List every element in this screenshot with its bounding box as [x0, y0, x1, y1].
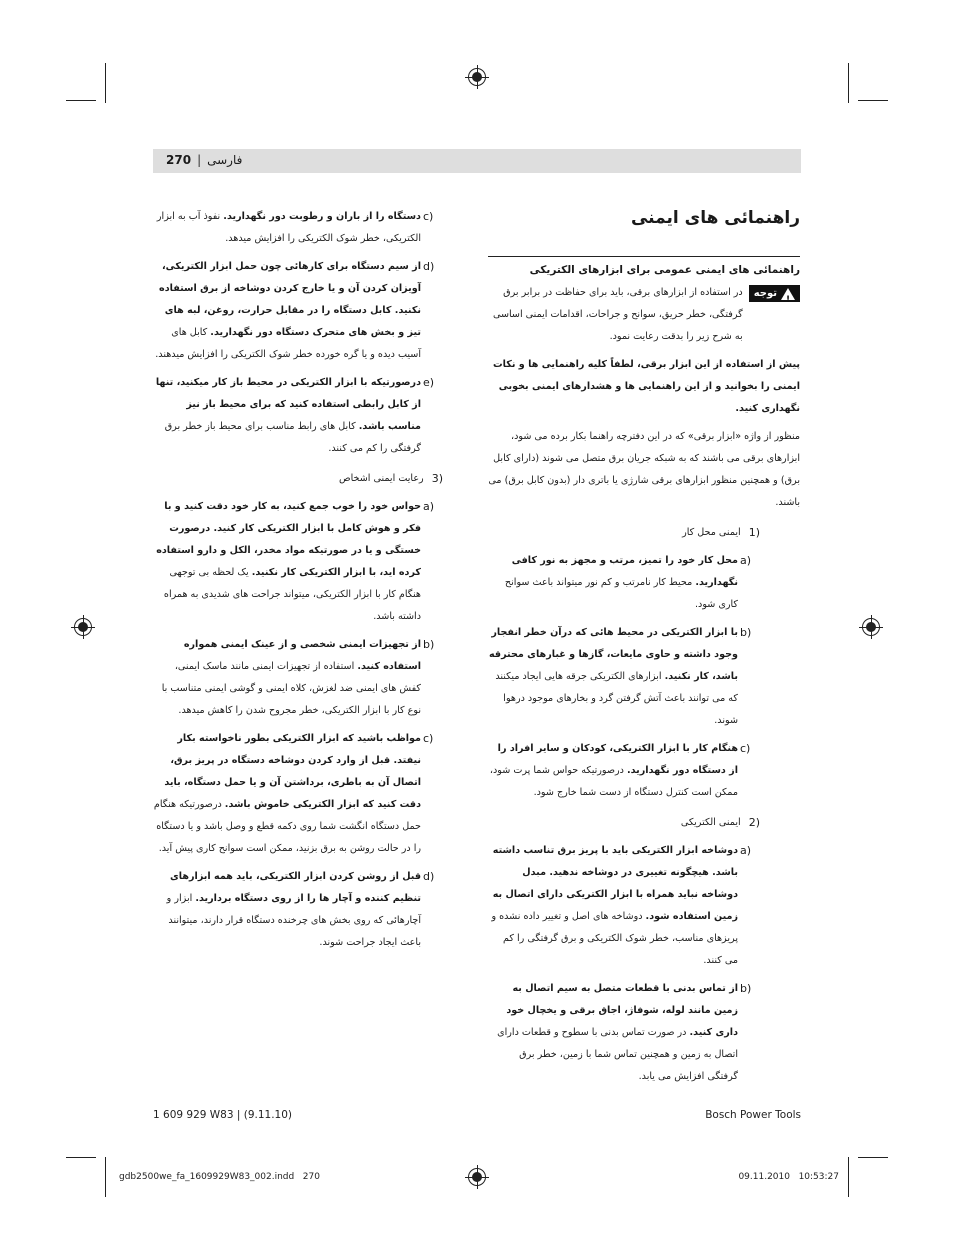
list-item	[153, 256, 443, 366]
item-text	[153, 372, 421, 460]
registration-mark-icon	[862, 618, 880, 636]
item-text	[488, 738, 738, 804]
list-item	[488, 550, 760, 616]
item-text	[488, 550, 738, 616]
item-text	[153, 496, 421, 628]
item-bold-text: از تماس بدنی با قطعات متصل به سیم اتصال به زمین مانند لوله، شوفاژ، اجاق برقی و یخچال خود داری کنید.	[506, 983, 738, 1038]
intro-paragraph: پیش از استفاده از این ابزار برقی، لطفاً کلیه راهنمایی ها و نکات ایمنی را بخوانید و از این راهنمایی ها و هشدارهای ایمنی بخوبی نگهداری کنید.	[493, 359, 800, 414]
item-label: c)	[423, 210, 434, 223]
item-body-text: محیط کار نامرتب و کم نور میتواند باعث سوانح کاری شود.	[504, 577, 738, 610]
item-label: b)	[740, 982, 752, 995]
item-body-text: یک لحظه بی توجهی هنگام کار با ابزار الکتریکی، میتواند جراحت های شدیدی به همراه داشته باشد.	[163, 567, 421, 622]
left-column	[153, 200, 443, 954]
subsection-heading	[153, 468, 443, 490]
crop-mark	[848, 63, 849, 103]
crop-mark	[105, 1157, 106, 1197]
warning-triangle-icon	[781, 288, 795, 300]
page-header-bar	[153, 149, 801, 173]
item-text	[153, 256, 421, 366]
item-bold-text: دوشاخه ابزار الکتریکی باید با پریز برق تناسب داشته باشد. هیچگونه تغییری در دوشاخه ندهید. مبدل دوشاخه نباید همراه با ابزار الکتریکی دارای اتصال به زمین استفاده شود.	[492, 845, 738, 922]
list-item	[153, 728, 443, 860]
item-bold-text: محل کار خود را تمیز، مرتب و مجهز به نور کافی نگهدارید.	[511, 555, 738, 588]
item-body-text: دوشاخه های اصل و تغییر داده نشده و پریزهای مناسب، خطر شوک الکتریکی و برق گرفتگی را کم می کنند.	[491, 911, 738, 966]
item-bold-text: از تجهیزات ایمنی شخصی و از عینک ایمنی همواره استفاده کنید.	[183, 639, 421, 672]
item-text	[488, 978, 738, 1088]
registration-mark-icon	[74, 618, 92, 636]
page-header	[166, 153, 242, 167]
list-item	[488, 978, 760, 1088]
crop-mark	[848, 1157, 849, 1197]
warning-block	[488, 282, 800, 348]
item-bold-text: درصورتیکه با ابزار الکتریکی در محیط باز کار میکنید، تنها از کابل رابطی استفاده کنید که برای محیط باز نیز مناسب باشد.	[155, 377, 421, 432]
item-body-text: کابل های رابط مناسب برای محیط باز خطر برق گرفتگی را کم می کنند.	[164, 421, 421, 454]
warning-badge-label: توجه	[753, 287, 777, 299]
warning-badge	[749, 285, 800, 302]
item-text	[153, 866, 421, 954]
subsection-title: ایمنی محل کار	[682, 527, 741, 538]
item-label: c)	[740, 742, 751, 755]
crop-mark	[858, 1157, 888, 1158]
item-body-text: استفاده از تجهیزات ایمنی مانند ماسک ایمنی، کفش های ایمنی ضد لغزش، کلاه ایمنی و گوشی ایمنی متناسب با نوع کار با ابزار الکتریکی، خطر مجروح شدن را کاهش میدهد.	[161, 661, 421, 716]
item-text	[153, 634, 421, 722]
item-bold-text: هنگام کار با ابزار الکتریکی، کودکان و سایر افراد را از دستگاه دور نگهدارید.	[497, 743, 738, 776]
subsection-number: 2)	[748, 816, 760, 829]
list-item	[153, 206, 443, 250]
crop-mark	[66, 1157, 96, 1158]
subsection-title: ایمنی الکتریکی	[680, 817, 741, 828]
item-bold-text: با ابزار الکتریکی در محیط هائی که درآن خطر انفجار وجود داشته و حاوی مایعات، گازها و غبارهای محترقه باشد، کار نکنید.	[488, 627, 738, 682]
list-item	[488, 738, 760, 804]
item-bold-text: مواظب باشید که ابزار الکتریکی بطور ناخواسته بکار نیفتد. قبل از وارد کردن دوشاخه دستگاه در پریز برق، اتصال آن به باطری، برداشتن آن و یا حمل دستگاه، باید دقت کنید که ابزار الکتریکی خاموش باشد.	[164, 733, 421, 810]
list-item	[153, 496, 443, 628]
list-item	[488, 840, 760, 972]
subsection-title: رعایت ایمنی اشخاص	[339, 473, 424, 484]
subsection-number: 1)	[748, 526, 760, 539]
item-body-text: کابل های آسیب دیده و یا گره خورده خطر شوک الکتریکی را افزایش میدهند.	[155, 327, 421, 360]
item-label: a)	[740, 844, 752, 857]
item-text	[153, 206, 421, 250]
section-title: راهنمائی های ایمنی عمومی برای ابزارهای الکتریکی	[488, 256, 800, 280]
item-bold-text: دستگاه را از باران و رطوبت دور نگهدارید.	[223, 211, 421, 222]
item-text	[488, 840, 738, 972]
item-label: a)	[423, 500, 435, 513]
item-bold-text: از سیم دستگاه برای کارهائی چون حمل ابزار الکتریکی، آویزان کردن آن و یا خارج کردن دوشاخه از برق استفاده نکنید. کابل دستگاه را در مقابل حرارت، روغن، لبه های تیز و بخش های متحرک دستگاه دور نگهدارید.	[159, 261, 421, 338]
crop-mark	[858, 100, 888, 101]
item-bold-text: حواس خود را خوب جمع کنید، به کار خود دقت کنید و با فکر و هوش کامل با ابزار الکتریکی کار کنید. درصورت خستگی و یا در صورتیکه مواد مخدر، الکل و دارو استفاده کرده اید، با ابزار الکتریکی کار نکنید.	[156, 501, 421, 578]
footer-left: 1 609 929 W83 | (9.11.10)	[153, 1109, 293, 1121]
item-label: a)	[740, 554, 752, 567]
warning-text: در استفاده از ابزارهای برقی، باید برای حفاظت در برابر برق گرفتگی، خطر حریق، سوانح و جراحات، اقدامات ایمنی اساسی به شرح زیر را بدقت رعایت نمود.	[492, 287, 743, 342]
list-item	[153, 866, 443, 954]
definition-paragraph: منظور از واژه «ابزار برقی» که در این دفترچه راهنما بکار برده می شود، ابزارهای برقی می باشند که به شبکه جریان برق متصل می شوند (دارای کابل برق) و همچنین منظور ابزارهای برقی شارژی یا باتری دار (بدون کابل برق) می باشند.	[488, 431, 800, 508]
footer-right: Bosch Power Tools	[705, 1109, 801, 1121]
item-text	[153, 728, 421, 860]
item-bold-text: قبل از روشن کردن ابزار الکتریکی، باید همه ابزارهای تنظیم کننده و آچار ها را از روی دستگاه بردارید.	[169, 871, 421, 904]
subsection-heading	[488, 522, 760, 544]
item-body-text: درصورتیکه حواس شما پرت شود، ممکن است کنترل دستگاه از دست شما خارج شود.	[489, 765, 738, 798]
item-body-text: ابزارهای الکتریکی جرقه هایی ایجاد میکنند که می توانند باعث آتش گرفتن گرد و بخارهای موجود درهوا شوند.	[495, 671, 738, 726]
crop-mark	[105, 63, 106, 103]
page-number: 270	[166, 153, 192, 167]
item-body-text: نفوذ آب به ابزار الکتریکی، خطر شوک الکتریکی را افزایش میدهد.	[156, 211, 421, 244]
slug-file: gdb2500we_fa_1609929W83_002.indd 270	[119, 1172, 320, 1182]
item-label: d)	[423, 870, 435, 883]
header-separator: |	[197, 153, 202, 167]
item-label: b)	[740, 626, 752, 639]
item-body-text: ابزار و آچارهائی که روی بخش های چرخنده دستگاه قرار دارند، میتوانند باعث ایجاد جراحت شوند.	[166, 893, 421, 948]
header-language: فارسی	[207, 153, 243, 167]
subsection-heading	[488, 812, 760, 834]
item-label: d)	[423, 260, 435, 273]
main-title: راهنمائی های ایمنی	[630, 208, 800, 228]
slug-date: 09.11.2010 10:53:27	[738, 1172, 839, 1182]
item-label: b)	[423, 638, 435, 651]
item-text	[488, 622, 738, 732]
registration-mark-icon	[468, 1168, 486, 1186]
item-body-text: درصورتیکه هنگام حمل دستگاه انگشت شما روی دکمه قطع و وصل باشد و یا دستگاه را در حالت روشن به برق بزنید، ممکن است سوانح کاری پیش آید.	[153, 799, 421, 854]
item-body-text: در صورت تماس بدنی با سطوح و قطعات دارای اتصال به زمین و همچنین تماس شما با زمین، خطر برق گرفتگی افزایش می یابد.	[497, 1027, 738, 1082]
item-label: c)	[423, 732, 434, 745]
list-item	[488, 622, 760, 732]
list-item	[153, 634, 443, 722]
subsection-number: 3)	[431, 472, 443, 485]
right-column	[488, 200, 800, 1088]
item-label: e)	[423, 376, 435, 389]
crop-mark	[66, 100, 96, 101]
list-item	[153, 372, 443, 460]
registration-mark-icon	[468, 68, 486, 86]
